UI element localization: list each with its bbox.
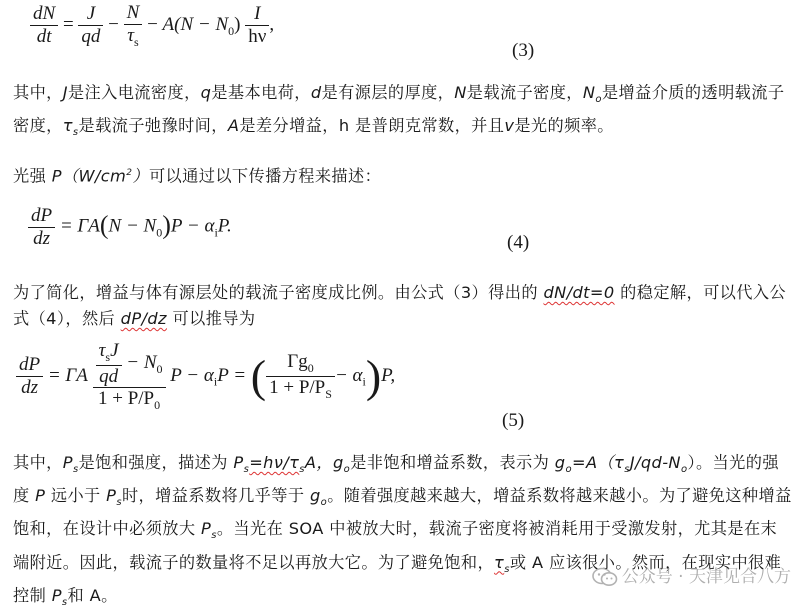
eq5-big-den-sub: 0	[154, 398, 161, 413]
p4-expr-f: J/qd-N	[629, 453, 681, 472]
eq4-rhs-c-sub: i	[214, 225, 218, 240]
p4-text-k: 。当光在 SOA 中被放大时，载流子密度将被消耗用于受激发射，尤其是在末端附近。因此，载流子的数量将不足以再放大它。为了避免饱和，	[13, 519, 778, 572]
p2-text-b: 可以通过以下传播方程来描述：	[148, 166, 382, 186]
p4-var-g0b-sub: o	[565, 464, 573, 476]
eq3-minus1: −	[108, 14, 119, 36]
p1-text-j: 是光的频率。	[514, 116, 614, 136]
eq3-term3: A(N − N	[162, 14, 229, 36]
p4-expr-c-end: A，	[304, 453, 333, 472]
eq3-t2-den: τ	[127, 24, 135, 46]
eq3-minus2: −	[147, 14, 158, 36]
eq3-t1-den: qd	[81, 26, 101, 48]
p1-text-i: 是差分增益，h 是普朗克常数，并且	[239, 116, 505, 136]
p1-text-f: 是载流子密度，	[466, 83, 583, 102]
p4-var-P: P	[35, 486, 46, 506]
paragraph-saturation	[13, 450, 793, 616]
eq3-lhs-den: dt	[36, 26, 52, 48]
eq5-rhs-end: P,	[381, 364, 396, 386]
p2-unit-end: ）	[132, 166, 149, 186]
eq5-lhs-den: dz	[21, 377, 38, 399]
p4-var-tau-sub: s	[504, 563, 510, 575]
eq5-paren-num: Γg	[287, 351, 308, 373]
p1-text-b: 是注入电流密度，	[67, 83, 201, 102]
p1-var-tau: τ	[62, 116, 73, 136]
p4-expr-f-sub: o	[680, 464, 688, 476]
p1-text-c: 是基本电荷，	[211, 83, 311, 102]
p1-text-e: 是有源层的厚度，	[321, 83, 455, 102]
eq5-inner-minus: − N	[126, 352, 157, 374]
p4-text-d: 是非饱和增益系数，表示为	[350, 453, 550, 472]
eq5-big-den: 1 + P/P	[98, 388, 155, 410]
eq4-rhs-c: P − α	[170, 215, 215, 237]
equation-5: $\frac{dP}{dz}$ = ΓA $\frac{\tau_sJ}{qd}$ − $N_0$ $1 + P/P_0$ $P - \alpha_iP$ = ( $\frac{\Gamma g_0}{1 + P/P_S}$ − $\alpha_i)P$,	[16, 340, 395, 413]
p1-text-h: 是载流子弛豫时间，	[78, 116, 228, 136]
p3-expr-dpdz: dP/dz	[120, 309, 167, 328]
eq5-paren-den: 1 + P/P	[269, 377, 326, 399]
eq4-lhs-num: dP	[31, 205, 53, 226]
p4-var-Ps5: P	[51, 585, 62, 605]
fraction-I-hnu	[245, 3, 269, 48]
fraction-dP-dz-5	[16, 354, 43, 399]
eq4-rhs-d: P.	[217, 215, 232, 237]
equation-3-number: (3)	[512, 40, 535, 61]
watermark	[592, 562, 791, 587]
eq5-inner-num-end: J	[110, 340, 119, 361]
eq4-rhs-b: N − N	[108, 215, 157, 237]
p2-unit-sup: 2	[126, 168, 133, 178]
eq5-paren-den-sub: S	[325, 386, 332, 401]
fraction-inner	[96, 340, 122, 387]
fraction-dP-dz	[28, 205, 55, 250]
eq5-paren-num-sub: 0	[307, 361, 314, 376]
fraction-big	[93, 340, 166, 413]
p1-var-q: q	[200, 83, 212, 102]
p1-text-a: 其中，	[13, 83, 63, 102]
p2-text-a: 光强	[13, 166, 47, 186]
p4-text-g: ）。当光的强度	[13, 453, 779, 506]
p3-text-a: 为了简化，增益与体有源层处的载流子密度成比例。由公式（3）得出的	[13, 283, 538, 302]
p1-var-d: d	[310, 83, 322, 102]
fraction-gain	[266, 351, 335, 401]
eq3-term3-end: )	[234, 14, 241, 36]
p4-var-tau: τ	[494, 552, 505, 572]
equation-3	[30, 2, 274, 49]
p4-text-l: 或 A 应该很小。然而，在现实中很难控制	[13, 552, 782, 605]
p4-var-Ps3-sub: s	[116, 497, 122, 509]
p1-var-tau-sub: s	[72, 127, 79, 139]
p4-var-g0b: g	[554, 453, 566, 472]
p1-var-A: A	[227, 116, 240, 136]
eq5-rhs-c: P =	[217, 364, 247, 386]
p1-text-g: 是增益介质的透明载流子密度，	[13, 83, 785, 136]
eq4-lhs-den: dz	[33, 227, 50, 249]
p4-var-g0c-sub: o	[320, 497, 328, 509]
p4-text-b: 是饱和强度，描述为	[78, 453, 228, 472]
eq4-rhs-a: = ΓA	[59, 215, 100, 237]
p4-text-i: 时，增益系数将几乎等于	[121, 486, 305, 506]
eq5-rhs-a: = ΓA	[47, 364, 88, 386]
p4-expr-e: =A（τ	[572, 453, 625, 472]
wechat-icon	[592, 567, 618, 587]
p1-var-N0-sub: o	[595, 94, 602, 106]
eq5-paren-minus-sub: i	[362, 374, 366, 389]
eq5-inner-num-sub: s	[105, 349, 111, 364]
p4-var-g0c: g	[309, 486, 321, 506]
p4-var-Ps4: P	[201, 519, 212, 539]
eq3-t2-sub: s	[134, 34, 139, 49]
p4-var-g0-sub: o	[343, 464, 351, 476]
p4-expr-e-sub: s	[624, 464, 630, 476]
p1-var-N0: N	[582, 83, 596, 102]
p3-expr-dndt: dN/dt=0	[543, 283, 615, 302]
eq5-rhs-b-sub: i	[213, 374, 218, 389]
equation-4: $\frac{dP}{dz}$ = $\Gamma A(N - N_0)P - \alpha_iP$.	[28, 205, 232, 250]
eq3-term3-sub: 0	[228, 23, 235, 38]
eq5-inner-minus-sub: 0	[156, 361, 163, 376]
equation-5-number: (5)	[502, 410, 525, 431]
equation-4-number: (4)	[507, 232, 530, 253]
eq5-inner-num: τ	[98, 340, 106, 361]
eq5-paren-minus: − α	[334, 364, 363, 386]
p1-var-N: N	[454, 83, 467, 102]
p4-var-g0: g	[332, 453, 344, 472]
paragraph-definitions	[13, 80, 793, 146]
fraction-J-qd	[78, 3, 103, 48]
p4-var-Ps4-sub: s	[211, 530, 217, 542]
p4-expr-c: =hν/τ	[249, 453, 300, 472]
p4-text-h: 远小于	[50, 486, 101, 506]
p4-var-Ps2: P	[233, 453, 244, 472]
p4-var-Ps3: P	[106, 486, 117, 506]
eq3-t4-num: I	[254, 3, 261, 25]
eq3-lhs-num: dN	[33, 3, 56, 25]
eq3-t1-num: J	[86, 3, 96, 25]
eq5-inner-den: qd	[99, 365, 119, 387]
paragraph-simplification	[13, 280, 793, 332]
p4-text-a: 其中，	[13, 453, 63, 472]
paragraph-intensity	[13, 160, 793, 189]
p3-text-c: 可以推导为	[172, 309, 256, 328]
eq3-t2-num: N	[126, 2, 140, 23]
eq5-rhs-b: P − α	[170, 364, 214, 386]
p4-var-Ps2-sub: s	[243, 464, 250, 476]
fraction-dN-dt	[30, 3, 58, 48]
p4-var-Ps5-sub: s	[61, 597, 68, 609]
eq4-rhs-b-sub: 0	[156, 225, 163, 240]
p1-var-nu: v	[504, 116, 515, 136]
p1-var-J: J	[62, 83, 68, 102]
p4-text-m: 和 A。	[67, 585, 118, 605]
p4-var-Ps: P	[62, 453, 73, 472]
eq3-t4-den: hν	[248, 26, 267, 48]
p2-var-P: P	[51, 166, 62, 186]
p3-text-b: 的稳定解，可以代入公式（4），然后	[13, 283, 787, 328]
eq3-comma: ,	[269, 14, 275, 36]
p4-expr-c-sub: s	[299, 464, 305, 476]
p4-text-j: 。随着强度越来越大，增益系数将越来越小。为了避免这种增益饱和，在设计中必须放大	[13, 486, 792, 539]
fraction-N-tau	[124, 2, 143, 49]
p4-var-Ps-sub: s	[72, 464, 79, 476]
p2-unit: （W/cm	[61, 166, 127, 186]
eq5-lhs-num: dP	[19, 354, 41, 376]
watermark-text: 公众号 · 天津见合八方	[621, 567, 791, 587]
eq3-equals: =	[62, 14, 74, 36]
